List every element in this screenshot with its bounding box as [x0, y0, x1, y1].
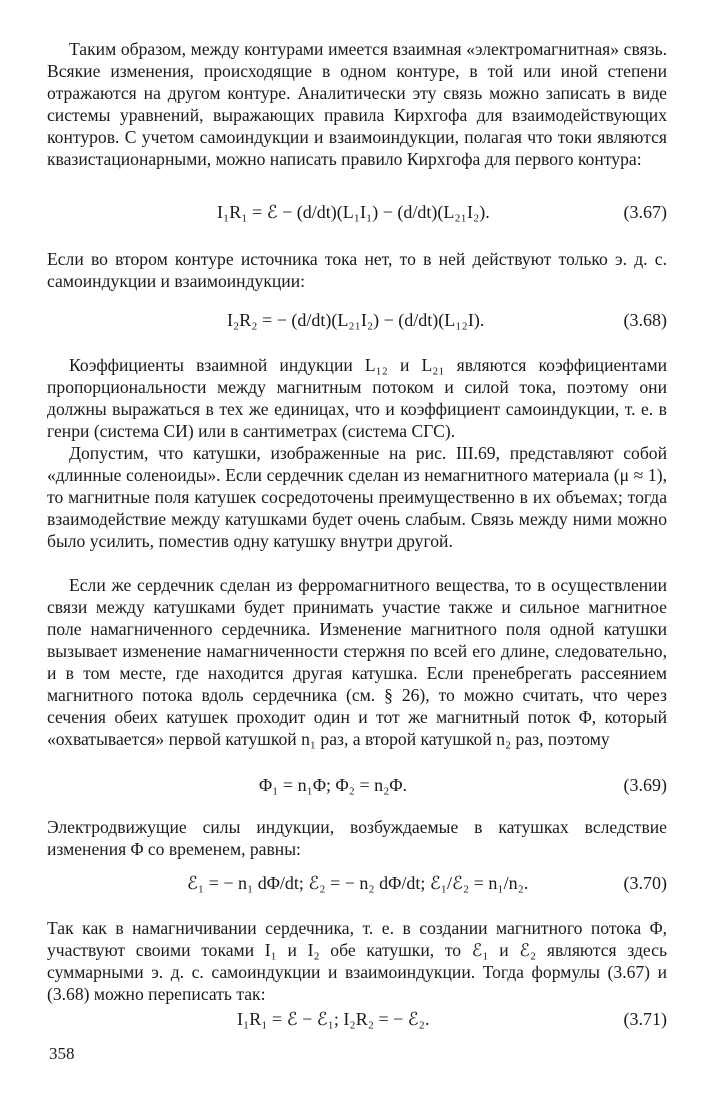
- equation-formula: I₁R₁ = ℰ − ℰ₁; I₂R₂ = − ℰ₂.: [237, 1009, 430, 1029]
- paragraph-4: Допустим, что катушки, изображенные на рис. III.69, представляют собой «длинные соленоиды». Если сердечник сделан из немагнитного материала (μ ≈ 1), то магнитные поля катушек сосредоточены преимущественно в их объемах; тогда взаимодействие между катушками будет очень слабым. Связь между ними можно было усилить, поместив одну катушку внутри другой.: [47, 443, 667, 551]
- equation-3-71: [47, 1002, 667, 1036]
- paragraph-5: Если же сердечник сделан из ферромагнитного вещества, то в осуществлении связи между катушками будет принимать участие также и сильное магнитное поле намагниченного сердечника. Изменение магнитного поля одной катушки вызывает изменение намагниченности стержня по всей его длине, следовательно, и в том месте, где находится другая катушка. Если пренебрегать рассеянием магнитного потока вдоль сердечника (см. § 26), то можно считать, что через сечения обеих катушек проходит один и тот же магнитный поток Φ, который «охватывается» первой катушкой n₁ раз, а второй катушкой n₂ раз, поэтому: [47, 575, 667, 749]
- equation-number: (3.70): [623, 873, 667, 893]
- equation-number: (3.69): [623, 775, 667, 795]
- paragraph-6: Электродвижущие силы индукции, возбуждаемые в катушках вследствие изменения Φ со временем, равны:: [47, 817, 667, 859]
- paragraph-1: Таким образом, между контурами имеется взаимная «электромагнитная» связь. Всякие изменения, происходящие в одном контуре, в той или иной степени отражаются на другом контуре. Аналитически эту связь можно записать в виде системы уравнений, выражающих правила Кирхгофа для взаимодействующих контуров. С учетом самоиндукции и взаимоиндукции, полагая что токи являются квазистационарными, можно написать правило Кирхгофа для первого контура:: [47, 39, 667, 169]
- equation-3-68: [47, 303, 667, 337]
- page-number: 358: [49, 1044, 75, 1063]
- equation-formula: ℰ₁ = − n₁ dΦ/dt; ℰ₂ = − n₂ dΦ/dt; ℰ₁/ℰ₂ = n₁/n₂.: [187, 873, 529, 893]
- paragraph-7: Так как в намагничивании сердечника, т. е. в создании магнитного потока Φ, участвуют своими токами I₁ и I₂ обе катушки, то ℰ₁ и ℰ₂ являются здесь суммарными э. д. с. самоиндукции и взаимоиндукции. Тогда формулы (3.67) и (3.68) можно переписать так:: [47, 918, 667, 1004]
- equation-3-67: [47, 195, 667, 229]
- equation-3-69: [47, 768, 667, 802]
- equation-formula: Φ₁ = n₁Φ; Φ₂ = n₂Φ.: [259, 775, 408, 795]
- paragraph-3: Коэффициенты взаимной индукции L₁₂ и L₂₁ являются коэффициентами пропорциональности между магнитным потоком и силой тока, поэтому они должны выражаться в тех же единицах, что и коэффициент самоиндукции, т. е. в генри (система СИ) или в сантиметрах (система СГС).: [47, 355, 667, 441]
- equation-number: (3.68): [623, 310, 667, 330]
- equation-formula: I₁R₁ = ℰ − (d/dt)(L₁I₁) − (d/dt)(L₂₁I₂).: [217, 202, 490, 222]
- equation-formula: I₂R₂ = − (d/dt)(L₂₁I₂) − (d/dt)(L₁₂I).: [227, 310, 485, 330]
- equation-number: (3.71): [623, 1009, 667, 1029]
- equation-number: (3.67): [623, 202, 667, 222]
- paragraph-2: Если во втором контуре источника тока нет, то в ней действуют только э. д. с. самоиндукции и взаимоиндукции:: [47, 249, 667, 291]
- equation-3-70: [47, 866, 667, 900]
